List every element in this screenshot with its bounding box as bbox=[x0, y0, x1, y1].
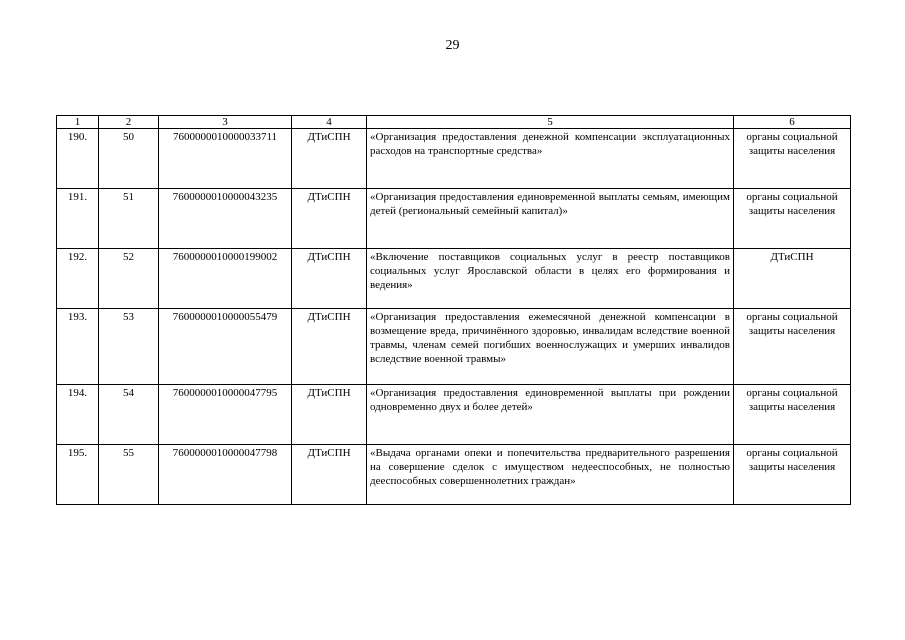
table-row bbox=[57, 445, 851, 505]
services-table bbox=[56, 115, 851, 505]
row-number: 191. bbox=[57, 189, 99, 249]
department: ДТиСПН bbox=[292, 129, 367, 189]
column-header: 3 bbox=[159, 116, 292, 129]
row-number: 192. bbox=[57, 249, 99, 309]
table-row bbox=[57, 249, 851, 309]
table-body bbox=[57, 129, 851, 505]
row-index: 52 bbox=[99, 249, 159, 309]
service-code: 7600000010000199002 bbox=[159, 249, 292, 309]
column-header: 1 bbox=[57, 116, 99, 129]
service-code: 7600000010000055479 bbox=[159, 309, 292, 385]
row-number: 190. bbox=[57, 129, 99, 189]
department: ДТиСПН bbox=[292, 189, 367, 249]
department: ДТиСПН bbox=[292, 309, 367, 385]
service-code: 7600000010000043235 bbox=[159, 189, 292, 249]
row-index: 54 bbox=[99, 385, 159, 445]
column-header: 4 bbox=[292, 116, 367, 129]
department: ДТиСПН bbox=[292, 445, 367, 505]
service-name: «Выдача органами опеки и попечительства предварительного разрешения на совершение сделок с имуществом недееспособных, не полностью дееспособных совершеннолетних граждан» bbox=[367, 445, 734, 505]
row-index: 51 bbox=[99, 189, 159, 249]
table-row bbox=[57, 129, 851, 189]
department: ДТиСПН bbox=[292, 385, 367, 445]
responsible-body: органы социальной защиты населения bbox=[734, 189, 851, 249]
department: ДТиСПН bbox=[292, 249, 367, 309]
page-number: 29 bbox=[445, 38, 460, 53]
service-code: 7600000010000033711 bbox=[159, 129, 292, 189]
service-code: 7600000010000047795 bbox=[159, 385, 292, 445]
service-name: «Организация предоставления единовременной выплаты при рождении одновременно двух и более детей» bbox=[367, 385, 734, 445]
table-row bbox=[57, 189, 851, 249]
table-header bbox=[57, 116, 851, 129]
responsible-body: органы социальной защиты населения bbox=[734, 309, 851, 385]
row-number: 194. bbox=[57, 385, 99, 445]
responsible-body: органы социальной защиты населения bbox=[734, 445, 851, 505]
service-code: 7600000010000047798 bbox=[159, 445, 292, 505]
responsible-body: органы социальной защиты населения bbox=[734, 385, 851, 445]
responsible-body: органы социальной защиты населения bbox=[734, 129, 851, 189]
row-index: 53 bbox=[99, 309, 159, 385]
service-name: «Включение поставщиков социальных услуг в реестр поставщиков социальных услуг Ярославской области в целях его формирования и ведения» bbox=[367, 249, 734, 309]
column-header: 5 bbox=[367, 116, 734, 129]
table-row bbox=[57, 309, 851, 385]
row-index: 50 bbox=[99, 129, 159, 189]
service-name: «Организация предоставления ежемесячной денежной компенсации в возмещение вреда, причинённого здоровью, инвалидам вследствие военной травмы, членам семей погибших военнослужащих и умерших инвалидов вследствие военной травмы» bbox=[367, 309, 734, 385]
row-index: 55 bbox=[99, 445, 159, 505]
row-number: 195. bbox=[57, 445, 99, 505]
service-name: «Организация предоставления денежной компенсации эксплуатационных расходов на транспортные средства» bbox=[367, 129, 734, 189]
table-row bbox=[57, 385, 851, 445]
header-row bbox=[57, 116, 851, 129]
row-number: 193. bbox=[57, 309, 99, 385]
column-header: 6 bbox=[734, 116, 851, 129]
column-header: 2 bbox=[99, 116, 159, 129]
service-name: «Организация предоставления единовременной выплаты семьям, имеющим детей (региональный семейный капитал)» bbox=[367, 189, 734, 249]
responsible-body: ДТиСПН bbox=[734, 249, 851, 309]
